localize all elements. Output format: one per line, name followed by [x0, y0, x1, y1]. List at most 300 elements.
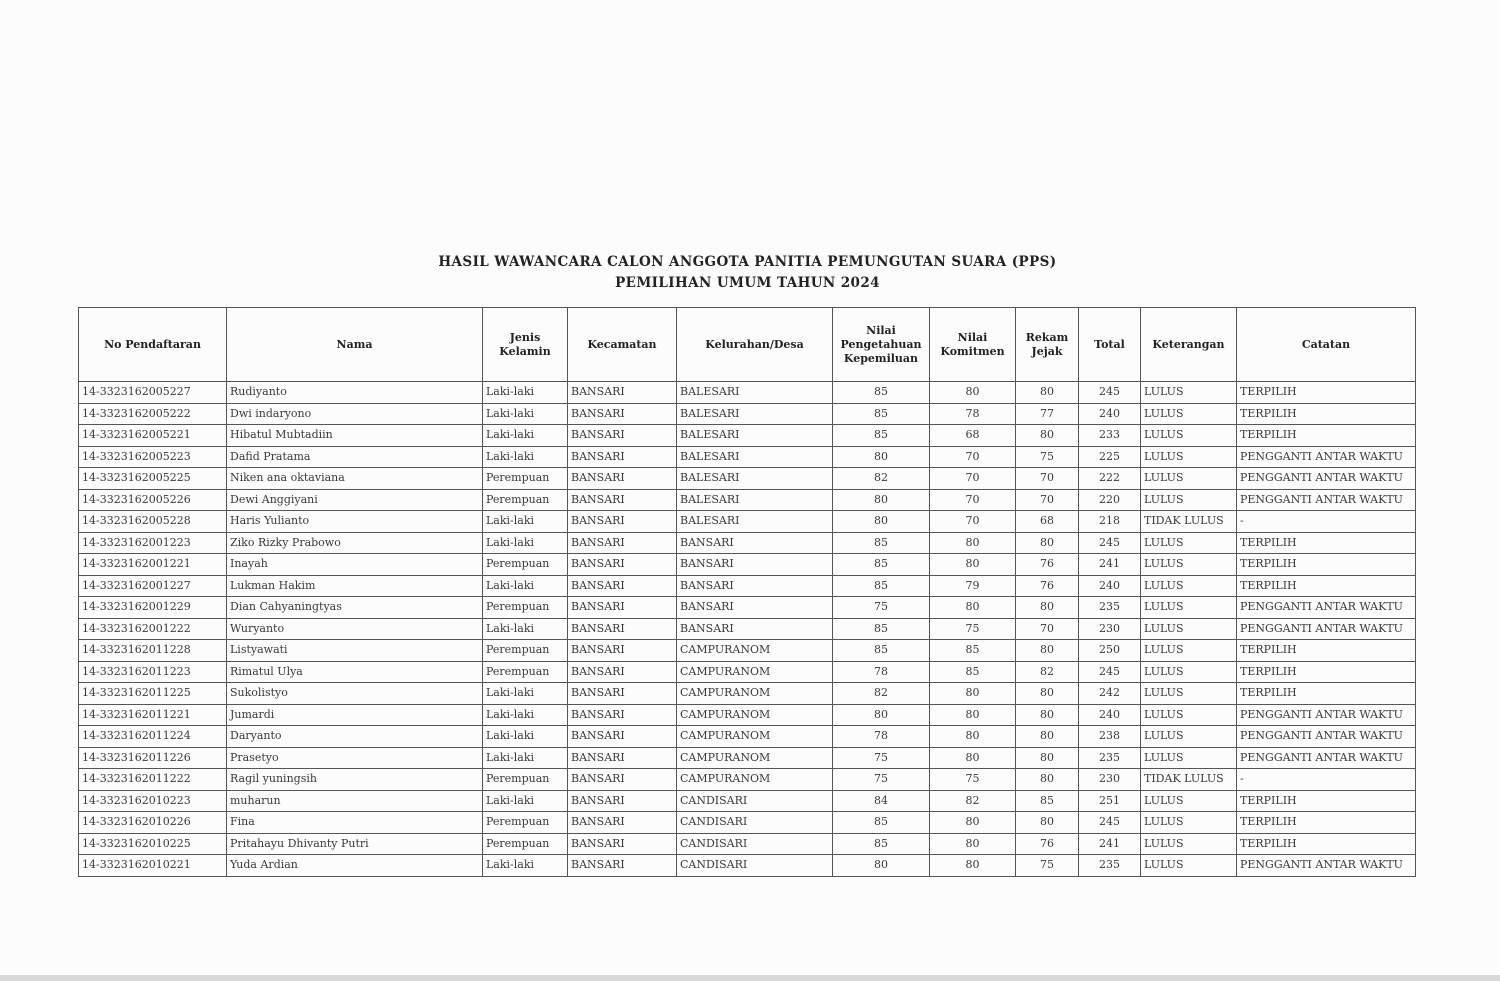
rekam-jejak-cell: 82	[1016, 661, 1079, 683]
total-cell: 250	[1079, 640, 1141, 662]
table-row	[79, 833, 1416, 855]
nama-cell: Haris Yulianto	[227, 511, 483, 533]
jenis-kelamin-cell: Perempuan	[483, 640, 568, 662]
nama-cell: Dewi Anggiyani	[227, 489, 483, 511]
document-title	[80, 252, 1415, 294]
keterangan-cell: LULUS	[1141, 790, 1237, 812]
nama-cell: Rudiyanto	[227, 382, 483, 404]
total-cell: 245	[1079, 532, 1141, 554]
nilai-komitmen-cell: 70	[930, 468, 1016, 490]
kecamatan-cell: BANSARI	[568, 446, 677, 468]
nilai-pengetahuan-cell: 85	[833, 618, 930, 640]
catatan-cell: TERPILIH	[1237, 382, 1416, 404]
jenis-kelamin-cell: Perempuan	[483, 554, 568, 576]
keterangan-cell: LULUS	[1141, 661, 1237, 683]
header-label: Keterangan	[1152, 337, 1225, 351]
keterangan-cell: TIDAK LULUS	[1141, 769, 1237, 791]
no-pendaftaran-cell: 14-3323162001223	[79, 532, 227, 554]
total-cell: 251	[1079, 790, 1141, 812]
nama-cell: Ziko Rizky Prabowo	[227, 532, 483, 554]
nilai-pengetahuan-cell: 85	[833, 532, 930, 554]
header-rekam-jejak	[1016, 308, 1079, 382]
kecamatan-cell: BANSARI	[568, 790, 677, 812]
nama-cell: Hibatul Mubtadiin	[227, 425, 483, 447]
rekam-jejak-cell: 80	[1016, 425, 1079, 447]
no-pendaftaran-cell: 14-3323162010221	[79, 855, 227, 877]
keterangan-cell: LULUS	[1141, 554, 1237, 576]
table-row	[79, 726, 1416, 748]
nilai-komitmen-cell: 80	[930, 747, 1016, 769]
total-cell: 240	[1079, 575, 1141, 597]
catatan-cell: TERPILIH	[1237, 554, 1416, 576]
kelurahan-cell: BALESARI	[677, 382, 833, 404]
nilai-komitmen-cell: 70	[930, 489, 1016, 511]
nilai-komitmen-cell: 78	[930, 403, 1016, 425]
nilai-pengetahuan-cell: 78	[833, 726, 930, 748]
rekam-jejak-cell: 80	[1016, 532, 1079, 554]
kelurahan-cell: CAMPURANOM	[677, 726, 833, 748]
header-label: Rekam	[1025, 330, 1069, 344]
header-label: Pengetahuan	[840, 337, 922, 351]
kecamatan-cell: BANSARI	[568, 468, 677, 490]
nama-cell: Jumardi	[227, 704, 483, 726]
kelurahan-cell: BALESARI	[677, 446, 833, 468]
table-row	[79, 511, 1416, 533]
keterangan-cell: LULUS	[1141, 382, 1237, 404]
header-label: Nama	[336, 337, 373, 351]
nama-cell: Inayah	[227, 554, 483, 576]
nilai-pengetahuan-cell: 85	[833, 812, 930, 834]
total-cell: 235	[1079, 747, 1141, 769]
keterangan-cell: LULUS	[1141, 446, 1237, 468]
keterangan-cell: LULUS	[1141, 812, 1237, 834]
nama-cell: Yuda Ardian	[227, 855, 483, 877]
nilai-komitmen-cell: 70	[930, 446, 1016, 468]
nilai-pengetahuan-cell: 78	[833, 661, 930, 683]
table-row	[79, 790, 1416, 812]
kelurahan-cell: CANDISARI	[677, 855, 833, 877]
kelurahan-cell: CAMPURANOM	[677, 704, 833, 726]
header-keterangan	[1141, 308, 1237, 382]
jenis-kelamin-cell: Laki-laki	[483, 618, 568, 640]
nilai-pengetahuan-cell: 75	[833, 597, 930, 619]
kecamatan-cell: BANSARI	[568, 769, 677, 791]
no-pendaftaran-cell: 14-3323162005226	[79, 489, 227, 511]
rekam-jejak-cell: 80	[1016, 747, 1079, 769]
catatan-cell: TERPILIH	[1237, 833, 1416, 855]
kecamatan-cell: BANSARI	[568, 661, 677, 683]
total-cell: 242	[1079, 683, 1141, 705]
total-cell: 241	[1079, 833, 1141, 855]
nilai-komitmen-cell: 80	[930, 554, 1016, 576]
nilai-komitmen-cell: 80	[930, 532, 1016, 554]
kecamatan-cell: BANSARI	[568, 511, 677, 533]
table-row	[79, 446, 1416, 468]
keterangan-cell: LULUS	[1141, 726, 1237, 748]
kecamatan-cell: BANSARI	[568, 618, 677, 640]
kelurahan-cell: CANDISARI	[677, 790, 833, 812]
header-label: Jejak	[1031, 344, 1063, 358]
table-body	[79, 382, 1416, 877]
jenis-kelamin-cell: Laki-laki	[483, 532, 568, 554]
table-row	[79, 597, 1416, 619]
keterangan-cell: LULUS	[1141, 747, 1237, 769]
total-cell: 230	[1079, 769, 1141, 791]
total-cell: 230	[1079, 618, 1141, 640]
nama-cell: Ragil yuningsih	[227, 769, 483, 791]
total-cell: 218	[1079, 511, 1141, 533]
header-total	[1079, 308, 1141, 382]
kecamatan-cell: BANSARI	[568, 575, 677, 597]
kecamatan-cell: BANSARI	[568, 704, 677, 726]
no-pendaftaran-cell: 14-3323162005223	[79, 446, 227, 468]
keterangan-cell: LULUS	[1141, 532, 1237, 554]
kecamatan-cell: BANSARI	[568, 747, 677, 769]
jenis-kelamin-cell: Laki-laki	[483, 855, 568, 877]
jenis-kelamin-cell: Laki-laki	[483, 747, 568, 769]
jenis-kelamin-cell: Laki-laki	[483, 403, 568, 425]
nama-cell: Wuryanto	[227, 618, 483, 640]
nilai-pengetahuan-cell: 80	[833, 511, 930, 533]
header-label: Nilai	[866, 323, 896, 337]
total-cell: 245	[1079, 812, 1141, 834]
total-cell: 240	[1079, 704, 1141, 726]
table-row	[79, 812, 1416, 834]
nilai-komitmen-cell: 80	[930, 704, 1016, 726]
nilai-pengetahuan-cell: 80	[833, 855, 930, 877]
keterangan-cell: LULUS	[1141, 855, 1237, 877]
rekam-jejak-cell: 80	[1016, 382, 1079, 404]
no-pendaftaran-cell: 14-3323162001229	[79, 597, 227, 619]
catatan-cell: PENGGANTI ANTAR WAKTU	[1237, 468, 1416, 490]
kecamatan-cell: BANSARI	[568, 403, 677, 425]
nilai-komitmen-cell: 80	[930, 833, 1016, 855]
jenis-kelamin-cell: Perempuan	[483, 661, 568, 683]
keterangan-cell: LULUS	[1141, 597, 1237, 619]
nama-cell: Niken ana oktaviana	[227, 468, 483, 490]
kecamatan-cell: BANSARI	[568, 726, 677, 748]
total-cell: 225	[1079, 446, 1141, 468]
header-nilai-komitmen	[930, 308, 1016, 382]
nilai-komitmen-cell: 75	[930, 618, 1016, 640]
keterangan-cell: LULUS	[1141, 833, 1237, 855]
header-label: Total	[1094, 337, 1125, 351]
kecamatan-cell: BANSARI	[568, 382, 677, 404]
header-kelurahan	[677, 308, 833, 382]
nilai-pengetahuan-cell: 75	[833, 769, 930, 791]
keterangan-cell: LULUS	[1141, 618, 1237, 640]
nilai-komitmen-cell: 80	[930, 855, 1016, 877]
nilai-komitmen-cell: 80	[930, 597, 1016, 619]
table-row	[79, 554, 1416, 576]
no-pendaftaran-cell: 14-3323162005227	[79, 382, 227, 404]
rekam-jejak-cell: 70	[1016, 489, 1079, 511]
nilai-komitmen-cell: 70	[930, 511, 1016, 533]
nilai-pengetahuan-cell: 80	[833, 704, 930, 726]
kecamatan-cell: BANSARI	[568, 855, 677, 877]
nama-cell: Lukman Hakim	[227, 575, 483, 597]
jenis-kelamin-cell: Laki-laki	[483, 446, 568, 468]
header-label: Kelurahan/Desa	[705, 337, 804, 351]
rekam-jejak-cell: 80	[1016, 683, 1079, 705]
nilai-pengetahuan-cell: 85	[833, 575, 930, 597]
kecamatan-cell: BANSARI	[568, 554, 677, 576]
title-line-1: HASIL WAWANCARA CALON ANGGOTA PANITIA PEMUNGUTAN SUARA (PPS)	[438, 254, 1057, 270]
kecamatan-cell: BANSARI	[568, 489, 677, 511]
kelurahan-cell: CANDISARI	[677, 833, 833, 855]
keterangan-cell: LULUS	[1141, 704, 1237, 726]
kelurahan-cell: CAMPURANOM	[677, 769, 833, 791]
jenis-kelamin-cell: Perempuan	[483, 489, 568, 511]
catatan-cell: PENGGANTI ANTAR WAKTU	[1237, 489, 1416, 511]
total-cell: 245	[1079, 661, 1141, 683]
rekam-jejak-cell: 76	[1016, 554, 1079, 576]
nama-cell: Listyawati	[227, 640, 483, 662]
header-label: Nilai	[957, 330, 988, 344]
page-edge	[0, 975, 1500, 981]
catatan-cell: TERPILIH	[1237, 532, 1416, 554]
table-header	[79, 308, 1416, 382]
nilai-pengetahuan-cell: 82	[833, 683, 930, 705]
no-pendaftaran-cell: 14-3323162005225	[79, 468, 227, 490]
rekam-jejak-cell: 80	[1016, 726, 1079, 748]
kelurahan-cell: CAMPURANOM	[677, 640, 833, 662]
rekam-jejak-cell: 76	[1016, 833, 1079, 855]
jenis-kelamin-cell: Perempuan	[483, 597, 568, 619]
no-pendaftaran-cell: 14-3323162011224	[79, 726, 227, 748]
kecamatan-cell: BANSARI	[568, 597, 677, 619]
nilai-komitmen-cell: 68	[930, 425, 1016, 447]
kelurahan-cell: BALESARI	[677, 425, 833, 447]
nilai-pengetahuan-cell: 85	[833, 382, 930, 404]
header-row	[79, 308, 1416, 382]
nilai-pengetahuan-cell: 85	[833, 554, 930, 576]
nilai-pengetahuan-cell: 75	[833, 747, 930, 769]
no-pendaftaran-cell: 14-3323162005221	[79, 425, 227, 447]
total-cell: 235	[1079, 597, 1141, 619]
header-label: Catatan	[1301, 337, 1351, 351]
nilai-komitmen-cell: 80	[930, 726, 1016, 748]
rekam-jejak-cell: 75	[1016, 446, 1079, 468]
no-pendaftaran-cell: 14-3323162011226	[79, 747, 227, 769]
keterangan-cell: LULUS	[1141, 425, 1237, 447]
rekam-jejak-cell: 75	[1016, 855, 1079, 877]
total-cell: 240	[1079, 403, 1141, 425]
jenis-kelamin-cell: Laki-laki	[483, 704, 568, 726]
nilai-komitmen-cell: 80	[930, 683, 1016, 705]
total-cell: 220	[1079, 489, 1141, 511]
header-nilai-pengetahuan	[833, 308, 930, 382]
keterangan-cell: LULUS	[1141, 468, 1237, 490]
rekam-jejak-cell: 85	[1016, 790, 1079, 812]
nama-cell: Sukolistyo	[227, 683, 483, 705]
nilai-komitmen-cell: 82	[930, 790, 1016, 812]
kelurahan-cell: BALESARI	[677, 403, 833, 425]
jenis-kelamin-cell: Perempuan	[483, 468, 568, 490]
header-catatan	[1237, 308, 1416, 382]
catatan-cell: TERPILIH	[1237, 425, 1416, 447]
kelurahan-cell: CAMPURANOM	[677, 683, 833, 705]
catatan-cell: TERPILIH	[1237, 683, 1416, 705]
jenis-kelamin-cell: Laki-laki	[483, 726, 568, 748]
jenis-kelamin-cell: Laki-laki	[483, 425, 568, 447]
rekam-jejak-cell: 80	[1016, 812, 1079, 834]
nilai-pengetahuan-cell: 85	[833, 425, 930, 447]
kelurahan-cell: CAMPURANOM	[677, 747, 833, 769]
no-pendaftaran-cell: 14-3323162011221	[79, 704, 227, 726]
nilai-komitmen-cell: 75	[930, 769, 1016, 791]
kelurahan-cell: BALESARI	[677, 511, 833, 533]
table-row	[79, 575, 1416, 597]
catatan-cell: PENGGANTI ANTAR WAKTU	[1237, 747, 1416, 769]
no-pendaftaran-cell: 14-3323162001221	[79, 554, 227, 576]
kecamatan-cell: BANSARI	[568, 833, 677, 855]
rekam-jejak-cell: 70	[1016, 618, 1079, 640]
nama-cell: Rimatul Ulya	[227, 661, 483, 683]
kelurahan-cell: BANSARI	[677, 618, 833, 640]
keterangan-cell: LULUS	[1141, 575, 1237, 597]
kelurahan-cell: BALESARI	[677, 489, 833, 511]
rekam-jejak-cell: 80	[1016, 704, 1079, 726]
no-pendaftaran-cell: 14-3323162005222	[79, 403, 227, 425]
kecamatan-cell: BANSARI	[568, 683, 677, 705]
table-row	[79, 468, 1416, 490]
results-table	[78, 307, 1416, 877]
rekam-jejak-cell: 68	[1016, 511, 1079, 533]
no-pendaftaran-cell: 14-3323162010226	[79, 812, 227, 834]
table-row	[79, 640, 1416, 662]
jenis-kelamin-cell: Laki-laki	[483, 790, 568, 812]
catatan-cell: TERPILIH	[1237, 661, 1416, 683]
kelurahan-cell: BANSARI	[677, 575, 833, 597]
jenis-kelamin-cell: Laki-laki	[483, 683, 568, 705]
no-pendaftaran-cell: 14-3323162011225	[79, 683, 227, 705]
header-label: Kelamin	[499, 344, 551, 358]
kelurahan-cell: BANSARI	[677, 597, 833, 619]
nama-cell: Dafid Pratama	[227, 446, 483, 468]
table-row	[79, 403, 1416, 425]
no-pendaftaran-cell: 14-3323162011223	[79, 661, 227, 683]
rekam-jejak-cell: 80	[1016, 640, 1079, 662]
nama-cell: muharun	[227, 790, 483, 812]
nama-cell: Pritahayu Dhivanty Putri	[227, 833, 483, 855]
nama-cell: Fina	[227, 812, 483, 834]
catatan-cell: TERPILIH	[1237, 575, 1416, 597]
nilai-pengetahuan-cell: 80	[833, 489, 930, 511]
table-row	[79, 382, 1416, 404]
table-row	[79, 618, 1416, 640]
nilai-komitmen-cell: 80	[930, 382, 1016, 404]
no-pendaftaran-cell: 14-3323162011222	[79, 769, 227, 791]
jenis-kelamin-cell: Perempuan	[483, 769, 568, 791]
nilai-pengetahuan-cell: 85	[833, 640, 930, 662]
kelurahan-cell: BANSARI	[677, 532, 833, 554]
no-pendaftaran-cell: 14-3323162001227	[79, 575, 227, 597]
catatan-cell: PENGGANTI ANTAR WAKTU	[1237, 618, 1416, 640]
nilai-pengetahuan-cell: 85	[833, 833, 930, 855]
nama-cell: Dian Cahyaningtyas	[227, 597, 483, 619]
nilai-komitmen-cell: 80	[930, 812, 1016, 834]
nilai-pengetahuan-cell: 80	[833, 446, 930, 468]
table-row	[79, 661, 1416, 683]
rekam-jejak-cell: 70	[1016, 468, 1079, 490]
table-row	[79, 489, 1416, 511]
kecamatan-cell: BANSARI	[568, 532, 677, 554]
jenis-kelamin-cell: Perempuan	[483, 833, 568, 855]
nilai-komitmen-cell: 85	[930, 640, 1016, 662]
table-row	[79, 683, 1416, 705]
header-nama	[227, 308, 483, 382]
table-row	[79, 747, 1416, 769]
kelurahan-cell: CANDISARI	[677, 812, 833, 834]
kecamatan-cell: BANSARI	[568, 640, 677, 662]
jenis-kelamin-cell: Laki-laki	[483, 575, 568, 597]
header-jenis-kelamin	[483, 308, 568, 382]
no-pendaftaran-cell: 14-3323162010225	[79, 833, 227, 855]
catatan-cell: -	[1237, 769, 1416, 791]
rekam-jejak-cell: 80	[1016, 597, 1079, 619]
keterangan-cell: LULUS	[1141, 489, 1237, 511]
kelurahan-cell: CAMPURANOM	[677, 661, 833, 683]
nilai-pengetahuan-cell: 84	[833, 790, 930, 812]
nilai-komitmen-cell: 85	[930, 661, 1016, 683]
catatan-cell: -	[1237, 511, 1416, 533]
catatan-cell: TERPILIH	[1237, 790, 1416, 812]
keterangan-cell: TIDAK LULUS	[1141, 511, 1237, 533]
kelurahan-cell: BANSARI	[677, 554, 833, 576]
header-label: Kepemiluan	[843, 351, 919, 365]
table-row	[79, 425, 1416, 447]
jenis-kelamin-cell: Laki-laki	[483, 511, 568, 533]
jenis-kelamin-cell: Laki-laki	[483, 382, 568, 404]
nilai-pengetahuan-cell: 85	[833, 403, 930, 425]
header-label: Komitmen	[940, 344, 1005, 358]
header-label: Jenis	[509, 330, 541, 344]
no-pendaftaran-cell: 14-3323162001222	[79, 618, 227, 640]
table-row	[79, 769, 1416, 791]
kelurahan-cell: BALESARI	[677, 468, 833, 490]
nama-cell: Dwi indaryono	[227, 403, 483, 425]
kecamatan-cell: BANSARI	[568, 812, 677, 834]
table-row	[79, 532, 1416, 554]
catatan-cell: TERPILIH	[1237, 640, 1416, 662]
total-cell: 222	[1079, 468, 1141, 490]
header-kecamatan	[568, 308, 677, 382]
total-cell: 233	[1079, 425, 1141, 447]
total-cell: 245	[1079, 382, 1141, 404]
catatan-cell: PENGGANTI ANTAR WAKTU	[1237, 446, 1416, 468]
table-row	[79, 855, 1416, 877]
no-pendaftaran-cell: 14-3323162005228	[79, 511, 227, 533]
keterangan-cell: LULUS	[1141, 683, 1237, 705]
header-label: No Pendaftaran	[104, 337, 201, 351]
header-label: Kecamatan	[587, 337, 657, 351]
table-row	[79, 704, 1416, 726]
catatan-cell: TERPILIH	[1237, 812, 1416, 834]
catatan-cell: TERPILIH	[1237, 403, 1416, 425]
catatan-cell: PENGGANTI ANTAR WAKTU	[1237, 726, 1416, 748]
total-cell: 235	[1079, 855, 1141, 877]
total-cell: 241	[1079, 554, 1141, 576]
nilai-pengetahuan-cell: 82	[833, 468, 930, 490]
nilai-komitmen-cell: 79	[930, 575, 1016, 597]
keterangan-cell: LULUS	[1141, 640, 1237, 662]
rekam-jejak-cell: 76	[1016, 575, 1079, 597]
no-pendaftaran-cell: 14-3323162010223	[79, 790, 227, 812]
nama-cell: Daryanto	[227, 726, 483, 748]
rekam-jejak-cell: 80	[1016, 769, 1079, 791]
rekam-jejak-cell: 77	[1016, 403, 1079, 425]
